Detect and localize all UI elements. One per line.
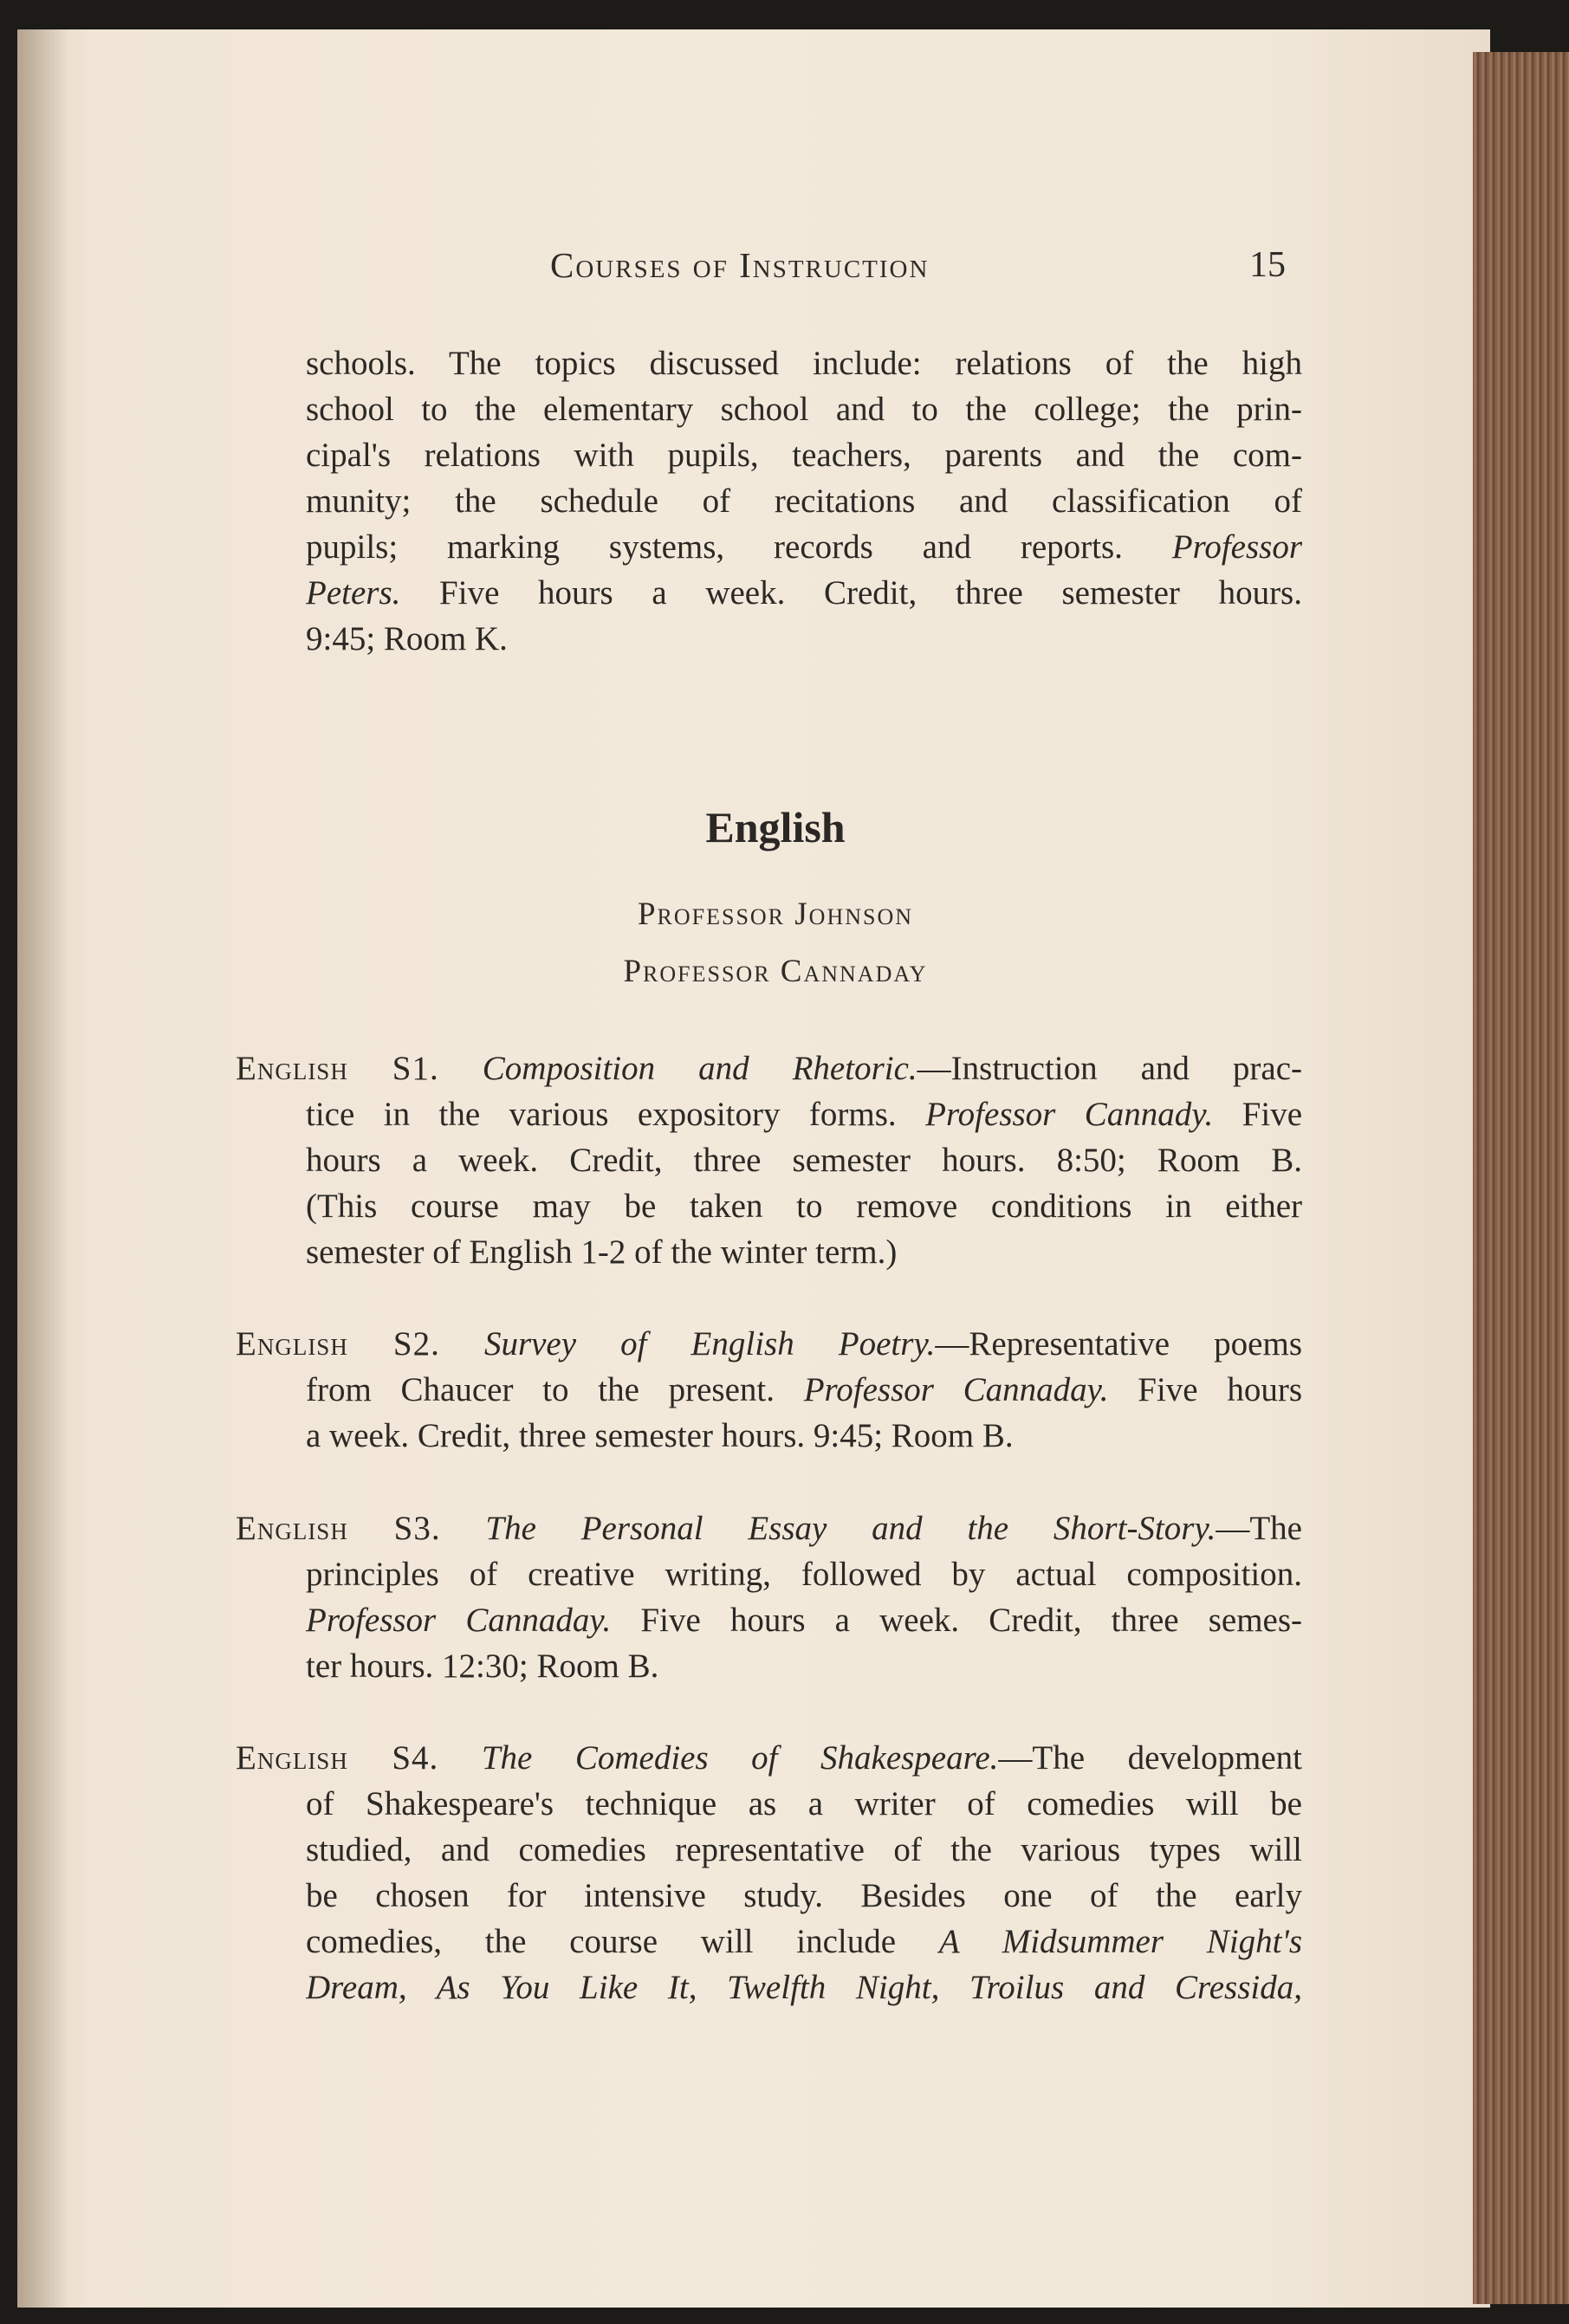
gutter-shadow bbox=[17, 29, 69, 2308]
course-line: ter hours. 12:30; Room B. bbox=[306, 1648, 659, 1685]
course-line: of Shakespeare's technique as a writer of comedies will be bbox=[306, 1785, 1302, 1822]
instructor-name: Professor Cannady. bbox=[925, 1096, 1214, 1133]
course-code: English S1. bbox=[236, 1050, 439, 1087]
course-title: Composition and Rhetoric. bbox=[482, 1050, 917, 1087]
course-line: semester of English 1-2 of the winter term.) bbox=[306, 1233, 898, 1271]
section-heading: English bbox=[705, 803, 846, 851]
instructor-name: Peters. bbox=[306, 574, 401, 612]
intro-line bbox=[306, 571, 1302, 616]
course-line bbox=[306, 1368, 1302, 1413]
course-text: comedies, the course will include bbox=[306, 1923, 897, 1960]
play-title: Dream, As You Like It, Twelfth Night, Troilus and Cressida, bbox=[306, 1969, 1302, 2006]
page-number: 15 bbox=[1249, 245, 1286, 285]
course-line: principles of creative writing, followed by actual composition. bbox=[306, 1556, 1302, 1593]
course-line: studied, and comedies representative of the various types will bbox=[306, 1831, 1302, 1868]
play-title: A Midsummer Night's bbox=[938, 1923, 1302, 1960]
course-line: (This course may be taken to remove conditions in either bbox=[306, 1188, 1302, 1225]
instructor-name: Professor Cannaday. bbox=[306, 1602, 612, 1639]
course-text: —Representative poems bbox=[935, 1325, 1302, 1363]
course-text: —Instruction and prac- bbox=[917, 1050, 1302, 1087]
course-line: be chosen for intensive study. Besides one of the early bbox=[306, 1877, 1302, 1914]
intro-line: school to the elementary school and to the college; the prin- bbox=[306, 391, 1302, 428]
intro-line bbox=[306, 525, 1302, 570]
book-page-edges bbox=[1473, 52, 1569, 2304]
course-text: —The development bbox=[998, 1739, 1302, 1777]
course-text: Five hours a week. Credit, three semes- bbox=[640, 1602, 1302, 1639]
intro-text: pupils; marking systems, records and reports. bbox=[306, 528, 1123, 566]
page-header bbox=[17, 244, 1490, 296]
course-line bbox=[306, 1598, 1302, 1643]
instructor-name: Professor Cannaday. bbox=[803, 1371, 1109, 1408]
course-title: The Comedies of Shakespeare. bbox=[481, 1739, 999, 1777]
course-code: English S2. bbox=[236, 1325, 440, 1363]
course-text: Five bbox=[1242, 1096, 1302, 1133]
course-text: from Chaucer to the present. bbox=[306, 1371, 775, 1408]
course-text: —The bbox=[1216, 1510, 1302, 1547]
course-code: English S4. bbox=[236, 1739, 439, 1777]
intro-line: 9:45; Room K. bbox=[306, 620, 508, 657]
course-line bbox=[306, 1919, 1302, 1965]
course-line bbox=[236, 1736, 1302, 1781]
professor-name: Professor Cannaday bbox=[623, 954, 928, 989]
course-title: The Personal Essay and the Short-Story. bbox=[485, 1510, 1216, 1547]
intro-text: Five hours a week. Credit, three semester hours. bbox=[439, 574, 1302, 612]
course-title: Survey of English Poetry. bbox=[483, 1325, 936, 1363]
course-line: hours a week. Credit, three semester hours. 8:50; Room B. bbox=[306, 1142, 1302, 1179]
intro-line: munity; the schedule of recitations and classification of bbox=[306, 482, 1302, 520]
course-line bbox=[236, 1322, 1302, 1367]
course-line: a week. Credit, three semester hours. 9:45; Room B. bbox=[306, 1417, 1014, 1454]
course-line bbox=[306, 1092, 1302, 1137]
intro-line: cipal's relations with pupils, teachers, parents and the com- bbox=[306, 437, 1302, 474]
course-code: English S3. bbox=[236, 1510, 441, 1547]
course-text: tice in the various expository forms. bbox=[306, 1096, 897, 1133]
course-text: Five hours bbox=[1138, 1371, 1302, 1408]
running-title: Courses of Instruction bbox=[550, 245, 930, 285]
course-line bbox=[236, 1506, 1302, 1551]
book-page bbox=[17, 29, 1490, 2308]
professor-name: Professor Johnson bbox=[637, 897, 914, 932]
course-line bbox=[306, 1965, 1302, 2010]
instructor-name: Professor bbox=[1171, 528, 1302, 566]
course-line bbox=[236, 1046, 1302, 1091]
intro-line: schools. The topics discussed include: relations of the high bbox=[306, 345, 1302, 382]
